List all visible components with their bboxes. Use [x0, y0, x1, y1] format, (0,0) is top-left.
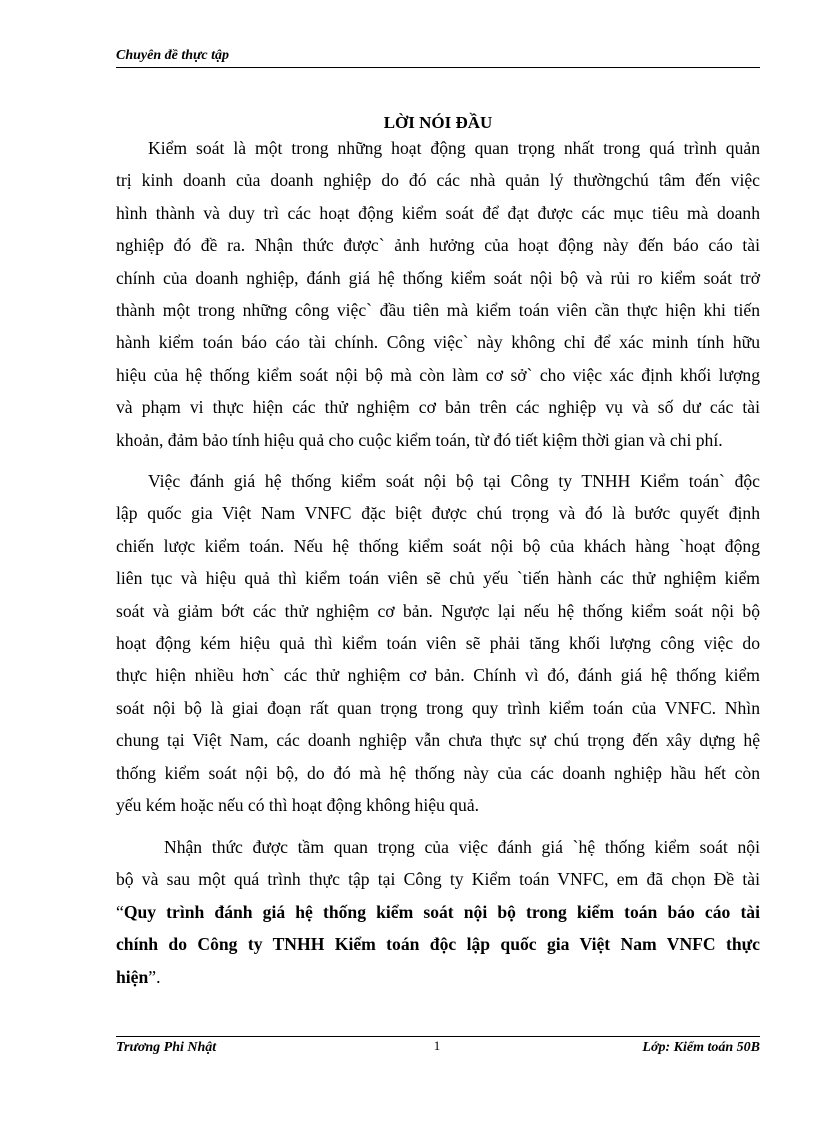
- paragraph-1-line: thành một trong những công việc` đầu tiên mà kiểm toán viên cần thực hiện khi tiến: [116, 300, 760, 320]
- paragraph-1-line: Kiểm soát là một trong những hoạt động quan trọng nhất trong quá trình quản: [148, 138, 760, 158]
- paragraph-1-line: hành kiểm toán báo cáo tài chính. Công việc` này không chỉ để xác minh tính hữu: [116, 332, 760, 353]
- bold-text: chính do Công ty TNHH Kiểm toán độc lập quốc gia Việt Nam VNFC thực: [116, 934, 760, 955]
- header-rule: [116, 67, 760, 68]
- page-number: 1: [433, 1038, 441, 1053]
- paragraph-2-line: Việc đánh giá hệ thống kiểm soát nội bộ tại Công ty TNHH Kiểm toán` độc: [148, 471, 760, 491]
- footer-author: Trương Phi Nhật: [116, 1040, 217, 1055]
- paragraph-3-line: [116, 966, 760, 988]
- paragraph-2-line: thực hiện nhiều hơn` các thử nghiệm cơ bản. Chính vì đó, đánh giá hệ thống kiểm: [116, 665, 760, 686]
- paragraph-2-line: chiến lược kiểm toán. Nếu hệ thống kiểm soát nội bộ của khách hàng `hoạt động: [116, 535, 760, 556]
- running-header: Chuyên đề thực tập: [116, 48, 230, 63]
- page-title: LỜI NÓI ĐẦU: [383, 113, 493, 132]
- paragraph-2-line: soát nội bộ là giai đoạn rất quan trọng trong quy trình kiểm toán của VNFC. Nhìn: [116, 697, 760, 718]
- paragraph-2-line: soát và giảm bớt các thử nghiệm cơ bản. Ngược lại nếu hệ thống kiểm soát nội bộ: [116, 600, 760, 621]
- paragraph-3-line: [116, 933, 760, 955]
- text: ”.: [148, 966, 161, 987]
- paragraph-3-line: bộ và sau một quá trình thực tập tại Công ty Kiểm toán VNFC, em đã chọn Đề tài: [116, 869, 760, 890]
- paragraph-2-line: lập quốc gia Việt Nam VNFC đặc biệt được chú trọng và đó là bước quyết định: [116, 503, 760, 524]
- paragraph-3-line: [116, 901, 760, 923]
- paragraph-3-line: Nhận thức được tầm quan trọng của việc đánh giá `hệ thống kiểm soát nội: [164, 837, 760, 857]
- footer-class: Lớp: Kiểm toán 50B: [642, 1040, 760, 1055]
- paragraph-2-line: chung tại Việt Nam, các doanh nghiệp vẫn chưa thực sự chú trọng đến xây dựng hệ: [116, 730, 760, 751]
- paragraph-1-line: hiệu của hệ thống kiểm soát nội bộ mà còn làm cơ sở` cho việc xác định khối lượng: [116, 364, 760, 385]
- paragraph-1-line: chính của doanh nghiệp, đánh giá hệ thống kiểm soát nội bộ và rủi ro kiểm soát trở: [116, 267, 760, 288]
- paragraph-1-line: nghiệp đó đề ra. Nhận thức được` ảnh hưởng của hoạt động này đến báo cáo tài: [116, 235, 760, 256]
- text: “: [116, 901, 124, 922]
- paragraph-2-line: hoạt động kém hiệu quả thì kiểm toán viên sẽ phải tăng khối lượng công việc do: [116, 633, 760, 653]
- footer-rule: [116, 1036, 760, 1037]
- bold-text: hiện: [116, 966, 149, 987]
- bold-text: Quy trình đánh giá hệ thống kiểm soát nội bộ trong kiểm toán báo cáo tài: [123, 901, 760, 922]
- paragraph-2-line: liên tục và hiệu quả thì kiểm toán viên sẽ chủ yếu `tiến hành các thử nghiệm kiểm: [116, 568, 760, 589]
- paragraph-2-line: thống kiểm soát nội bộ, do đó mà hệ thống này của các doanh nghiệp hầu hết còn: [116, 762, 760, 783]
- paragraph-1-line: trị kinh doanh của doanh nghiệp do đó các nhà quản lý thườngchú tâm đến việc: [116, 170, 760, 191]
- paragraph-1-line: và phạm vi thực hiện các thử nghiệm cơ bản trên các nghiệp vụ và số dư các tài: [116, 397, 760, 418]
- paragraph-1-line: khoản, đảm bảo tính hiệu quả cho cuộc kiểm toán, từ đó tiết kiệm thời gian và chi phí.: [116, 429, 723, 450]
- paragraph-1-line: hình thành và duy trì các hoạt động kiểm soát để đạt được các mục tiêu mà doanh: [116, 202, 760, 223]
- paragraph-2-line: yếu kém hoặc nếu có thì hoạt động không hiệu quả.: [116, 795, 480, 815]
